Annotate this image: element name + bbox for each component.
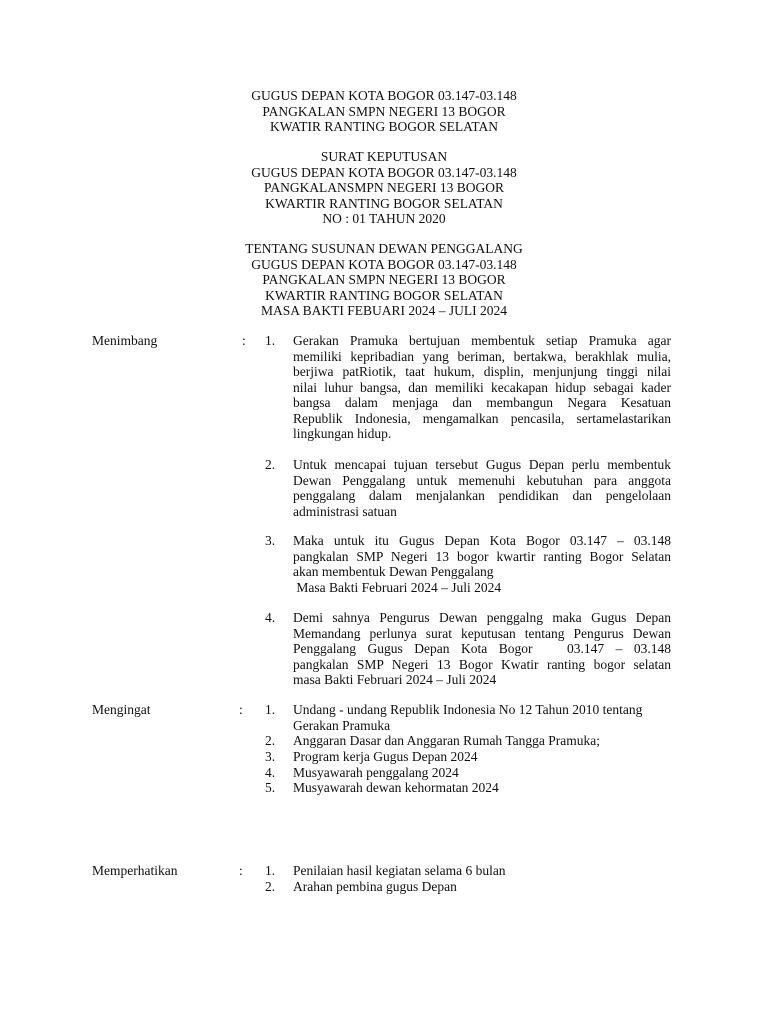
- item-number: 2.: [265, 457, 276, 472]
- text-line: Untuk mencapai tujuan tersebut Gugus Depan perlu membentuk: [293, 457, 671, 472]
- text-line: Penilaian hasil kegiatan selama 6 bulan: [293, 863, 506, 878]
- decree-line: SURAT KEPUTUSAN: [320, 149, 448, 164]
- organization-header: [0, 88, 768, 135]
- decree-line: KWARTIR RANTING BOGOR SELATAN: [265, 195, 503, 211]
- text-line: Gerakan Pramuka bertujuan membentuk setiap Pramuka agar: [293, 333, 671, 348]
- item-number: 1.: [265, 333, 276, 348]
- text-line: Undang - undang Republik Indonesia No 12 Tahun 2010 tentang: [293, 702, 643, 717]
- decree-title: [0, 149, 768, 227]
- section-label: Memperhatikan: [92, 863, 178, 878]
- text-line: pangkalan SMP Negeri 13 bogor kwartir ranting Bogor Selatan: [293, 548, 671, 564]
- subject-line: TENTANG SUSUNAN DEWAN PENGGALANG: [245, 241, 523, 256]
- text-line: Penggalang Gugus Depan Kota Bogor 03.147 – 03.148: [293, 641, 671, 656]
- item-number: 3.: [265, 749, 276, 764]
- text-line: Dewan Penggalang untuk memenuhi kebutuhan para anggota: [293, 472, 671, 488]
- text-line: Demi sahnya Pengurus Dewan penggalng maka Gugus Depan: [293, 610, 671, 625]
- decree-line: GUGUS DEPAN KOTA BOGOR 03.147-03.148: [251, 164, 517, 180]
- section-colon: :: [239, 863, 243, 878]
- item-text: [293, 533, 671, 595]
- item-text: [293, 457, 671, 519]
- header-line: PANGKALAN SMPN NEGERI 13 BOGOR: [262, 103, 506, 119]
- decree-number: NO : 01 TAHUN 2020: [322, 211, 446, 226]
- text-line: akan membentuk Dewan Penggalang: [293, 564, 494, 579]
- text-line: penggalang dalam menjalankan pendidikan dan pengelolaan: [293, 488, 671, 503]
- text-line: Anggaran Dasar dan Anggaran Rumah Tangga Pramuka;: [293, 733, 600, 748]
- item-text: [293, 749, 713, 765]
- text-line: nilai luhur bangsa, dan memiliki kecakapan hidup sebagai kader: [293, 379, 671, 395]
- item-number: 1.: [265, 863, 276, 878]
- item-number: 2.: [265, 733, 276, 748]
- section-colon: :: [242, 333, 246, 348]
- decree-subject: [0, 241, 768, 319]
- item-text: [293, 780, 713, 796]
- item-number: 5.: [265, 780, 276, 795]
- item-text: [293, 702, 713, 733]
- item-text: [293, 733, 713, 749]
- header-line: GUGUS DEPAN KOTA BOGOR 03.147-03.148: [251, 88, 517, 103]
- item-text: [293, 610, 671, 688]
- text-line: Arahan pembina gugus Depan: [293, 879, 457, 894]
- text-line: lingkungan hidup.: [293, 426, 392, 441]
- text-line: Maka untuk itu Gugus Depan Kota Bogor 03.147 – 03.148: [293, 533, 671, 548]
- text-line: masa Bakti Februari 2024 – Juli 2024: [293, 672, 497, 687]
- section-label: Menimbang: [92, 333, 158, 348]
- text-line: Republik Indonesia, mengamalkan pencasila, sertamelastarikan: [293, 410, 671, 426]
- item-number: 3.: [265, 533, 276, 548]
- header-line: KWATIR RANTING BOGOR SELATAN: [269, 119, 499, 134]
- item-text: [293, 765, 713, 781]
- text-line: Program kerja Gugus Depan 2024: [293, 749, 478, 764]
- item-number: 4.: [265, 765, 276, 780]
- text-line: bangsa dalam menjaga dan membangun Negara Kesatuan: [293, 395, 671, 410]
- subject-line: PANGKALAN SMPN NEGERI 13 BOGOR: [262, 272, 506, 287]
- item-number: 1.: [265, 702, 276, 717]
- item-text: [293, 863, 671, 879]
- section-label: Mengingat: [92, 702, 151, 717]
- text-line: Masa Bakti Februari 2024 – Juli 2024: [293, 579, 502, 595]
- text-line: berjiwa patRiotik, taat hukum, displin, menjunjung tinggi nilai: [293, 364, 671, 379]
- subject-line: KWARTIR RANTING BOGOR SELATAN: [265, 287, 503, 303]
- text-line: Musyawarah penggalang 2024: [293, 765, 459, 780]
- subject-line: MASA BAKTI FEBUARI 2024 – JULI 2024: [260, 303, 507, 318]
- text-line: Gerakan Pramuka: [293, 717, 391, 733]
- section-colon: :: [239, 702, 243, 717]
- subject-line: GUGUS DEPAN KOTA BOGOR 03.147-03.148: [251, 256, 517, 272]
- item-number: 4.: [265, 610, 276, 625]
- text-line: memiliki kepribadian yang beriman, bertakwa, berakhlak mulia,: [293, 348, 671, 364]
- item-text: [293, 333, 671, 442]
- item-text: [293, 879, 671, 895]
- text-line: Musyawarah dewan kehormatan 2024: [293, 780, 499, 795]
- decree-line: PANGKALANSMPN NEGERI 13 BOGOR: [264, 180, 504, 195]
- text-line: administrasi satuan: [293, 503, 397, 519]
- text-line: pangkalan SMP Negeri 13 Bogor Kwatir ranting bogor selatan: [293, 656, 671, 672]
- text-line: Memandang perlunya surat keputusan tentang Pengurus Dewan: [293, 625, 671, 641]
- item-number: 2.: [265, 879, 276, 894]
